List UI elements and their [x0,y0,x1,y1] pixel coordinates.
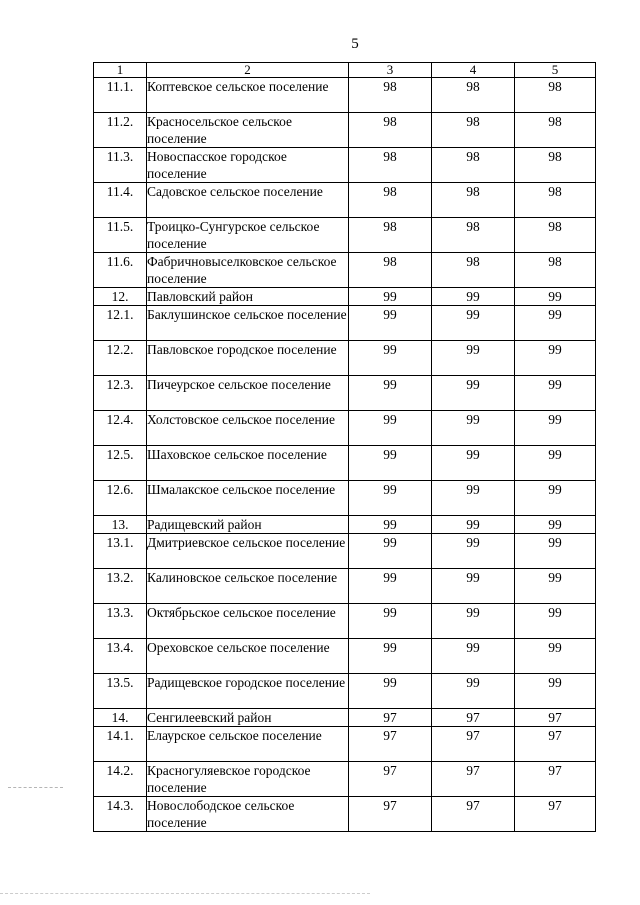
row-name: Калиновское сельское поселение [147,569,349,604]
value-col-5: 97 [515,797,596,832]
value-col-4: 99 [432,288,515,306]
value-col-4: 99 [432,411,515,446]
row-number: 12.5. [94,446,147,481]
value-col-3: 99 [349,674,432,709]
value-col-5: 99 [515,481,596,516]
row-number: 12.2. [94,341,147,376]
table-row [94,78,596,113]
column-header-3: 3 [349,63,432,78]
row-name: Красносельское сельское поселение [147,113,349,148]
column-header-5: 5 [515,63,596,78]
row-number: 13.3. [94,604,147,639]
value-col-4: 99 [432,569,515,604]
value-col-4: 99 [432,516,515,534]
value-col-4: 99 [432,639,515,674]
value-col-3: 98 [349,148,432,183]
row-name: Павловское городское поселение [147,341,349,376]
value-col-5: 99 [515,411,596,446]
value-col-5: 97 [515,762,596,797]
row-number: 11.4. [94,183,147,218]
row-number: 13.2. [94,569,147,604]
table-row [94,306,596,341]
row-number: 14.1. [94,727,147,762]
value-col-4: 99 [432,534,515,569]
row-name: Фабричновыселковское сельское поселение [147,253,349,288]
value-col-3: 98 [349,113,432,148]
row-number: 13.5. [94,674,147,709]
table-row [94,604,596,639]
row-name: Шмалакское сельское поселение [147,481,349,516]
value-col-5: 99 [515,306,596,341]
value-col-4: 98 [432,183,515,218]
table-row [94,727,596,762]
value-col-3: 99 [349,516,432,534]
table-row [94,674,596,709]
value-col-4: 97 [432,797,515,832]
table-row [94,183,596,218]
row-name: Холстовское сельское поселение [147,411,349,446]
value-col-4: 98 [432,113,515,148]
value-col-4: 99 [432,341,515,376]
row-name: Новослободское сельское поселение [147,797,349,832]
row-number: 14. [94,709,147,727]
table-row [94,481,596,516]
value-col-5: 98 [515,148,596,183]
table-row [94,253,596,288]
row-name: Троицко-Сунгурское сельское поселение [147,218,349,253]
value-col-4: 99 [432,306,515,341]
value-col-3: 97 [349,727,432,762]
row-name: Шаховское сельское поселение [147,446,349,481]
row-number: 13. [94,516,147,534]
value-col-5: 98 [515,183,596,218]
value-col-5: 99 [515,604,596,639]
value-col-3: 97 [349,709,432,727]
column-header-2: 2 [147,63,349,78]
row-number: 11.2. [94,113,147,148]
row-number: 11.1. [94,78,147,113]
value-col-3: 97 [349,762,432,797]
data-table [93,62,596,832]
value-col-5: 99 [515,639,596,674]
table-row [94,218,596,253]
value-col-5: 99 [515,569,596,604]
value-col-3: 99 [349,639,432,674]
value-col-5: 98 [515,113,596,148]
value-col-4: 98 [432,218,515,253]
value-col-4: 99 [432,376,515,411]
table-row [94,148,596,183]
row-name: Сенгилеевский район [147,709,349,727]
row-name: Ореховское сельское поселение [147,639,349,674]
table-row [94,569,596,604]
row-name: Баклушинское сельское поселение [147,306,349,341]
scan-bottom-edge [0,893,370,894]
value-col-3: 98 [349,183,432,218]
row-number: 12.1. [94,306,147,341]
table-row [94,113,596,148]
row-number: 12.6. [94,481,147,516]
table-row [94,411,596,446]
row-name: Новоспасское городское поселение [147,148,349,183]
value-col-3: 99 [349,604,432,639]
row-number: 12. [94,288,147,306]
value-col-3: 99 [349,446,432,481]
value-col-3: 99 [349,481,432,516]
value-col-3: 99 [349,376,432,411]
value-col-3: 99 [349,306,432,341]
value-col-3: 99 [349,288,432,306]
row-name: Садовское сельское поселение [147,183,349,218]
value-col-4: 97 [432,762,515,797]
row-number: 11.5. [94,218,147,253]
table-row [94,762,596,797]
value-col-3: 98 [349,78,432,113]
value-col-3: 99 [349,534,432,569]
value-col-5: 97 [515,727,596,762]
table-row [94,639,596,674]
value-col-5: 98 [515,253,596,288]
table-row [94,341,596,376]
value-col-4: 97 [432,709,515,727]
row-number: 14.2. [94,762,147,797]
value-col-5: 99 [515,288,596,306]
row-number: 13.4. [94,639,147,674]
table-row [94,288,596,306]
value-col-5: 98 [515,78,596,113]
value-col-5: 99 [515,341,596,376]
row-number: 14.3. [94,797,147,832]
row-name: Октябрьское сельское поселение [147,604,349,639]
value-col-5: 99 [515,534,596,569]
scan-edge-mark [8,787,63,788]
row-number: 12.3. [94,376,147,411]
value-col-4: 97 [432,727,515,762]
table-row [94,797,596,832]
table-row [94,446,596,481]
value-col-4: 99 [432,481,515,516]
page-number: 5 [351,36,359,52]
value-col-4: 99 [432,604,515,639]
value-col-5: 99 [515,516,596,534]
table-row [94,516,596,534]
row-name: Павловский район [147,288,349,306]
value-col-5: 97 [515,709,596,727]
value-col-3: 99 [349,411,432,446]
value-col-4: 99 [432,674,515,709]
row-name: Радищевский район [147,516,349,534]
value-col-4: 98 [432,78,515,113]
value-col-3: 98 [349,253,432,288]
value-col-4: 98 [432,253,515,288]
table-row [94,376,596,411]
column-header-4: 4 [432,63,515,78]
row-name: Коптевское сельское поселение [147,78,349,113]
row-name: Дмитриевское сельское поселение [147,534,349,569]
value-col-4: 99 [432,446,515,481]
value-col-5: 99 [515,376,596,411]
row-number: 11.6. [94,253,147,288]
row-name: Елаурское сельское поселение [147,727,349,762]
value-col-3: 97 [349,797,432,832]
table-header-row [94,63,596,78]
row-name: Радищевское городское поселение [147,674,349,709]
row-name: Пичеурское сельское поселение [147,376,349,411]
value-col-5: 99 [515,674,596,709]
value-col-3: 99 [349,341,432,376]
value-col-4: 98 [432,148,515,183]
row-number: 11.3. [94,148,147,183]
value-col-5: 98 [515,218,596,253]
column-header-1: 1 [94,63,147,78]
value-col-3: 99 [349,569,432,604]
row-number: 13.1. [94,534,147,569]
table-row [94,534,596,569]
row-number: 12.4. [94,411,147,446]
table-row [94,709,596,727]
value-col-3: 98 [349,218,432,253]
row-name: Красногуляевское городское поселение [147,762,349,797]
value-col-5: 99 [515,446,596,481]
